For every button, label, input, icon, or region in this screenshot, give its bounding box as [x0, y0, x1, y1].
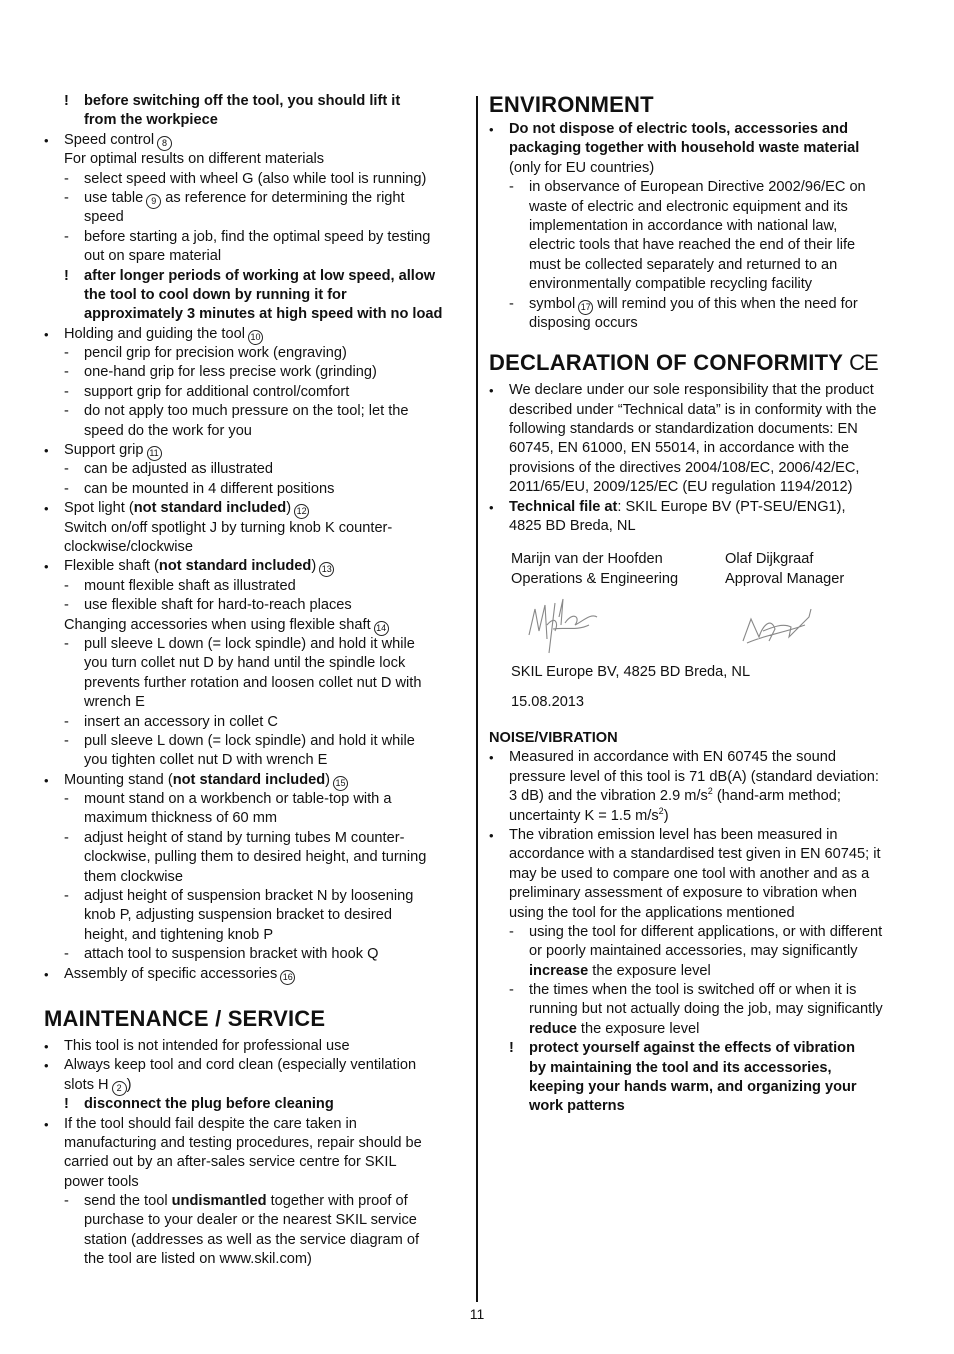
line-text: can be mounted in 4 different positions: [84, 480, 335, 497]
bullet-marker: •: [489, 499, 494, 515]
line-text: Mounting stand (: [64, 771, 173, 788]
text-line: [44, 1076, 462, 1095]
text-line: [44, 848, 462, 867]
line-text: following standards or standardization documents: EN: [509, 421, 858, 438]
line-text: Assembly of specific accessories: [64, 965, 278, 982]
text-line: [489, 962, 914, 981]
text-line: [489, 787, 914, 806]
page-number: 11: [469, 1306, 485, 1322]
emphasis-text: Do not dispose of electric tools, accessories and: [509, 121, 848, 137]
emphasis-text: after longer periods of working at low speed, allow: [84, 267, 436, 284]
figure-ref-number: 2: [112, 1081, 127, 1096]
text-line: [489, 159, 914, 178]
bullet-marker: •: [44, 1038, 49, 1054]
text-line: [489, 807, 914, 826]
line-text: Always keep tool and cord clean (especially ventilation: [64, 1057, 417, 1074]
dash-marker: -: [64, 732, 69, 749]
line-text: prevents further rotation and loosen collet nut D with: [84, 674, 422, 691]
emphasis-text: before switching off the tool, you should lift it: [84, 93, 401, 109]
dash-marker: -: [64, 345, 69, 362]
line-text: or poorly maintained accessories, may significantly: [529, 943, 858, 960]
line-text: Speed control: [64, 131, 155, 148]
text-line: [44, 693, 462, 712]
line-text: the tool are listed on www.skil.com): [84, 1251, 312, 1268]
maintenance-list: [44, 1037, 462, 1270]
dash-item: [44, 829, 462, 848]
dash-marker: -: [64, 597, 69, 614]
line-text: knob P, adjusting suspension bracket to desired: [84, 907, 393, 924]
line-text: can be adjusted as illustrated: [84, 461, 274, 478]
figure-ref-number: 10: [248, 330, 263, 345]
line-text: adjust height of suspension bracket N by loosening: [84, 888, 414, 905]
line-text: the times when the tool is switched off or when it is: [529, 982, 857, 999]
bullet-marker: •: [44, 559, 49, 575]
superscript: 2: [707, 786, 713, 797]
text-line: [44, 616, 462, 635]
dash-marker: -: [64, 635, 69, 652]
line-text: as reference for determining the right: [165, 189, 405, 206]
text-line: [489, 768, 914, 787]
line-text: use table: [84, 189, 144, 206]
bullet-marker: •: [489, 122, 494, 137]
line-text: will remind you of this when the need for: [597, 295, 858, 312]
bullet-marker: •: [44, 772, 49, 788]
text-line: [44, 111, 462, 130]
line-text: implementation in accordance with national law,: [529, 217, 838, 234]
column-divider: [476, 96, 478, 1302]
line-text: maximum thickness of 60 mm: [84, 810, 278, 827]
line-text: mount stand on a workbench or table-top with a: [84, 791, 392, 808]
line-text: ): [325, 771, 331, 788]
bullet-item: [489, 120, 914, 139]
declaration-title-text: DECLARATION OF CONFORMITY: [489, 350, 844, 376]
text-line: [44, 1153, 462, 1172]
line-text: you turn collet nut D by hand until the spindle lock: [84, 655, 406, 672]
left-column: [44, 92, 462, 1270]
text-line: [489, 845, 914, 864]
line-text: station (addresses as well as the service diagram of: [84, 1231, 420, 1248]
signature-image: [739, 607, 819, 651]
line-text: If the tool should fail despite the care taken in: [64, 1115, 357, 1132]
dash-item: [44, 480, 462, 499]
line-text: send the tool: [84, 1193, 172, 1210]
dash-marker: -: [64, 1193, 69, 1210]
dash-marker: -: [509, 982, 514, 999]
dash-marker: -: [64, 364, 69, 381]
line-text: support grip for additional control/comfort: [84, 383, 350, 400]
figure-ref-number: 15: [333, 776, 348, 791]
text-line: [44, 305, 462, 324]
line-text: adjust height of stand by turning tubes M counter-: [84, 829, 405, 846]
line-text: speed do the work for you: [84, 422, 252, 439]
text-line: [489, 942, 914, 961]
dash-marker: -: [509, 295, 514, 312]
emphasis-text: not standard included: [172, 771, 326, 788]
emphasis-text: undismantled: [171, 1193, 267, 1210]
dash-item: [489, 178, 914, 197]
line-text: provisions of the directives 2004/108/EC, 2006/42/EC,: [509, 459, 860, 476]
noise-vibration-heading: NOISE/VIBRATION: [489, 729, 618, 746]
dash-item: [44, 402, 462, 421]
line-text: clockwise/clockwise: [64, 538, 193, 555]
superscript: 2: [658, 805, 664, 816]
signatures: [489, 589, 914, 663]
bullet-item: [44, 441, 462, 460]
line-text: ): [286, 500, 292, 517]
emphasis-text: disconnect the plug before cleaning: [84, 1096, 334, 1113]
dash-item: [489, 923, 914, 942]
ce-mark: CE: [849, 350, 878, 376]
emphasis-text: approximately 3 minutes at high speed with no load: [84, 306, 443, 323]
emphasis-text: increase: [529, 962, 589, 979]
signatory-roles: [489, 570, 914, 589]
emphasis-text: by maintaining the tool and its accessories,: [529, 1059, 832, 1076]
line-text: in observance of European Directive 2002/96/EC on: [529, 179, 866, 196]
line-text: the exposure level: [576, 1020, 700, 1037]
dash-item: [489, 295, 914, 314]
bullet-item: [44, 499, 462, 518]
line-text: : SKIL Europe BV (PT-SEU/ENG1),: [617, 498, 846, 515]
line-text: before starting a job, find the optimal speed by testing: [84, 228, 431, 245]
bullet-item: [44, 1037, 462, 1056]
line-text: ): [126, 1076, 132, 1093]
text-line: [489, 904, 914, 923]
text-line: [44, 809, 462, 828]
text-line: [44, 286, 462, 305]
dash-marker: -: [509, 923, 514, 940]
emphasis-text: reduce: [529, 1020, 577, 1037]
line-text: 60745, EN 61000, EN 55014, in accordance with the: [509, 440, 849, 457]
figure-ref-number: 9: [146, 194, 161, 209]
text-line: [44, 1250, 462, 1269]
dash-item: [44, 887, 462, 906]
dash-item: [44, 460, 462, 479]
bullet-marker: •: [44, 443, 49, 459]
text-line: [44, 1134, 462, 1153]
line-text: must be collected separately and returned to an: [529, 256, 838, 273]
dash-item: [44, 596, 462, 615]
bullet-item: [44, 1056, 462, 1075]
line-text: carried out by an after-sales service centre for SKIL: [64, 1154, 397, 1171]
line-text: Flexible shaft (: [64, 558, 159, 575]
line-text: pull sleeve L down (= lock spindle) and hold it while: [84, 635, 415, 652]
bullet-item: [489, 826, 914, 845]
line-text: out on spare material: [84, 248, 222, 265]
emphasis-text: the tool to cool down by running it for: [84, 286, 347, 303]
dash-item: [44, 383, 462, 402]
dash-marker: -: [64, 946, 69, 963]
signature-image: [525, 595, 605, 657]
noise-vibration-list: [489, 748, 914, 1116]
operation-instructions: [44, 92, 462, 984]
bullet-item: [44, 771, 462, 790]
line-text: waste of electric and electronic equipment and its: [529, 198, 848, 215]
figure-ref-number: 12: [294, 504, 309, 519]
bullet-item: [44, 557, 462, 576]
declaration-list: [489, 381, 914, 536]
line-text: using the tool for different applications, or with different: [529, 923, 883, 940]
line-text: Spot light (: [64, 500, 134, 517]
emphasis-text: work patterns: [529, 1098, 625, 1115]
dash-item: [44, 635, 462, 654]
line-text: insert an accessory in collet C: [84, 713, 278, 730]
dash-item: [44, 363, 462, 382]
bullet-marker: •: [489, 827, 494, 843]
dash-marker: -: [64, 577, 69, 594]
emphasis-text: not standard included: [158, 558, 312, 575]
text-line: [489, 459, 914, 478]
line-text: pull sleeve L down (= lock spindle) and hold it while: [84, 732, 415, 749]
warning-item: [44, 267, 462, 286]
dash-item: [44, 713, 462, 732]
text-line: [44, 422, 462, 441]
text-line: [489, 217, 914, 236]
warning-marker: !: [509, 1040, 514, 1057]
text-line: [44, 1173, 462, 1192]
figure-ref-number: 16: [280, 970, 295, 985]
text-line: [44, 519, 462, 538]
line-text: select speed with wheel G (also while tool is running): [84, 170, 427, 187]
line-text: preliminary assessment of exposure to vibration when: [509, 885, 857, 902]
line-text: do not apply too much pressure on the tool; let the: [84, 403, 409, 420]
line-text: ): [311, 558, 317, 575]
line-text: We declare under our sole responsibility that the product: [509, 382, 874, 399]
bullet-item: [489, 381, 914, 400]
line-text: use flexible shaft for hard-to-reach places: [84, 597, 352, 614]
text-line: [44, 247, 462, 266]
emphasis-text: protect yourself against the effects of vibration: [529, 1040, 855, 1057]
text-line: [489, 1097, 914, 1116]
company-address: SKIL Europe BV, 4825 BD Breda, NL: [511, 664, 751, 681]
text-line: [44, 868, 462, 887]
dash-item: [44, 170, 462, 189]
figure-ref-number: 17: [578, 300, 593, 315]
text-line: [489, 1000, 914, 1019]
line-text: you tighten collet nut D with wrench E: [84, 752, 328, 769]
line-text: using the tool for the applications mentioned: [509, 904, 795, 921]
line-text: Switch on/off spotlight J by turning knob K counter-: [64, 519, 393, 536]
line-text: described under “Technical data” is in conformity with the: [509, 401, 877, 418]
bullet-item: [44, 325, 462, 344]
emphasis-text: Technical file at: [509, 498, 618, 515]
bullet-marker: •: [44, 132, 49, 148]
signatory-name: Olaf Dijkgraaf: [725, 551, 814, 568]
dash-marker: -: [64, 888, 69, 905]
text-line: [44, 538, 462, 557]
line-text: height, and tightening knob P: [84, 926, 274, 943]
dash-marker: -: [64, 480, 69, 497]
dash-item: [44, 1192, 462, 1211]
warning-marker: !: [64, 267, 69, 284]
warning-marker: !: [64, 93, 69, 109]
dash-item: [44, 732, 462, 751]
dash-marker: -: [64, 713, 69, 730]
declaration-heading: [489, 350, 914, 376]
line-text: wrench E: [84, 694, 145, 711]
text-line: [44, 208, 462, 227]
text-line: [489, 478, 914, 497]
dash-marker: -: [64, 791, 69, 808]
line-text: mount flexible shaft as illustrated: [84, 577, 296, 594]
bullet-item: [44, 131, 462, 150]
maintenance-heading: MAINTENANCE / SERVICE: [44, 1005, 326, 1031]
text-line: [489, 1078, 914, 1097]
line-text: For optimal results on different materials: [64, 151, 325, 168]
bullet-marker: •: [489, 750, 494, 766]
text-line: [489, 439, 914, 458]
figure-ref-number: 8: [157, 136, 172, 151]
dash-marker: -: [64, 829, 69, 846]
emphasis-text: from the workpiece: [84, 112, 218, 129]
bullet-marker: •: [489, 383, 494, 399]
line-text: one-hand grip for less precise work (grinding): [84, 364, 377, 381]
line-text: uncertainty K = 1.5 m/s: [509, 807, 659, 824]
text-line: [489, 256, 914, 275]
line-text: symbol: [529, 295, 576, 312]
dash-marker: -: [64, 228, 69, 245]
line-text: Changing accessories when using flexible shaft: [64, 616, 371, 633]
line-text: may be used to compare one tool with another and as a: [509, 865, 870, 882]
warning-item: [44, 92, 462, 111]
line-text: (only for EU countries): [509, 159, 655, 176]
text-line: [489, 865, 914, 884]
text-line: [489, 420, 914, 439]
text-line: [44, 906, 462, 925]
bullet-item: [44, 965, 462, 984]
right-column: [489, 92, 914, 1117]
text-line: [489, 139, 914, 158]
line-text: 4825 BD Breda, NL: [509, 518, 636, 535]
line-text: electric tools that have reached the end of their life: [529, 237, 856, 254]
dash-marker: -: [509, 179, 514, 196]
dash-marker: -: [64, 403, 69, 420]
signatory-names: [489, 550, 914, 569]
bullet-marker: •: [44, 326, 49, 342]
line-text: (hand-arm method;: [712, 788, 841, 805]
line-text: running but not actually doing the job, may significantly: [529, 1001, 883, 1018]
line-text: ): [663, 807, 669, 824]
emphasis-text: not standard included: [133, 500, 287, 517]
text-line: [489, 236, 914, 255]
bullet-item: [44, 1115, 462, 1134]
dash-item: [44, 945, 462, 964]
figure-ref-number: 14: [374, 621, 389, 636]
line-text: power tools: [64, 1173, 139, 1190]
dash-marker: -: [64, 383, 69, 400]
text-line: [489, 401, 914, 420]
environment-list: [489, 120, 914, 333]
line-text: speed: [84, 209, 124, 226]
dash-item: [44, 344, 462, 363]
signatory-role: Approval Manager: [725, 570, 845, 587]
line-text: purchase to your dealer or the nearest SKIL service: [84, 1212, 417, 1229]
signatory-role: Operations & Engineering: [511, 570, 679, 587]
text-line: [44, 674, 462, 693]
text-line: [489, 517, 914, 536]
dash-item: [44, 790, 462, 809]
text-line: [489, 1020, 914, 1039]
dash-item: [44, 577, 462, 596]
line-text: disposing occurs: [529, 314, 638, 331]
line-text: together with proof of: [266, 1193, 408, 1210]
text-line: [44, 1231, 462, 1250]
line-text: them clockwise: [84, 868, 183, 885]
line-text: Measured in accordance with EN 60745 the sound: [509, 749, 836, 766]
line-text: Holding and guiding the tool: [64, 325, 245, 342]
line-text: slots H: [64, 1076, 109, 1093]
bullet-marker: •: [44, 501, 49, 517]
dash-item: [44, 228, 462, 247]
environment-heading: ENVIRONMENT: [489, 92, 654, 117]
line-text: manufacturing and testing procedures, repair should be: [64, 1134, 422, 1151]
line-text: pencil grip for precision work (engraving): [84, 345, 347, 362]
dash-item: [44, 189, 462, 208]
text-line: [489, 275, 914, 294]
dash-marker: -: [64, 461, 69, 478]
line-text: 3 dB) and the vibration 2.9 m/s: [509, 788, 708, 805]
figure-ref-number: 13: [319, 562, 334, 577]
line-text: attach tool to suspension bracket with hook Q: [84, 946, 379, 963]
text-line: [44, 751, 462, 770]
text-line: [489, 198, 914, 217]
bullet-item: [489, 498, 914, 517]
text-line: [489, 1059, 914, 1078]
text-line: [489, 884, 914, 903]
declaration-date: 15.08.2013: [511, 693, 585, 710]
text-line: [489, 314, 914, 333]
line-text: The vibration emission level has been measured in: [509, 826, 838, 843]
text-line: [44, 926, 462, 945]
line-text: pressure level of this tool is 71 dB(A) (standard deviation:: [509, 768, 879, 785]
line-text: environmentally compatible recycling facility: [529, 276, 813, 293]
bullet-marker: •: [44, 966, 49, 982]
warning-item: [489, 1039, 914, 1058]
line-text: the exposure level: [588, 962, 711, 979]
signatory-name: Marijn van der Hoofden: [511, 551, 663, 568]
line-text: Support grip: [64, 442, 144, 459]
emphasis-text: keeping your hands warm, and organizing your: [529, 1079, 857, 1096]
line-text: clockwise, pulling them to desired height, and turning: [84, 849, 427, 866]
line-text: 2011/65/EU, 2009/125/EC (EU regulation 1194/2012): [509, 479, 853, 496]
dash-marker: -: [64, 170, 69, 187]
bullet-marker: •: [44, 1116, 49, 1132]
bullet-item: [489, 748, 914, 767]
dash-item: [489, 981, 914, 1000]
emphasis-text: packaging together with household waste material: [509, 140, 860, 157]
text-line: [44, 654, 462, 673]
warning-marker: !: [64, 1096, 69, 1113]
text-line: [44, 1211, 462, 1230]
line-text: accordance with a standardised test given in EN 60745; it: [509, 846, 881, 863]
figure-ref-number: 11: [147, 446, 162, 461]
dash-marker: -: [64, 189, 69, 206]
warning-item: [44, 1095, 462, 1114]
bullet-marker: •: [44, 1058, 49, 1074]
text-line: [44, 150, 462, 169]
line-text: This tool is not intended for professional use: [64, 1037, 350, 1054]
